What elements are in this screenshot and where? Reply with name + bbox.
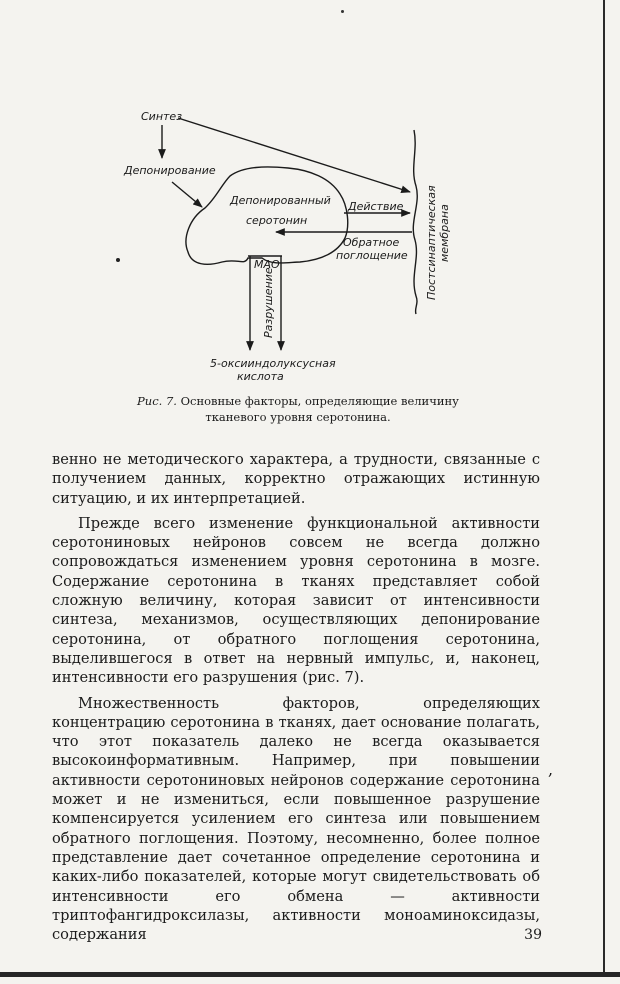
label-synthesis: Синтез: [141, 110, 183, 123]
page-edge: [0, 972, 620, 977]
label-reuptake-2: поглощение: [336, 249, 408, 262]
paragraph: Прежде всего изменение функциональной активности серотониновых нейронов совсем не всегда должно сопровождаться изменением уровня серотонина в мозге. Содержание серотонина в тканях представляет собой сложную величину, которая зависит от интенсивности синтеза, механизмов, осуществляющих депонирование серотонина, от обратного поглощения серотонина, выделившегося в ответ на нервный импульс, и, наконец, интенсивности его разрушения (рис. 7).: [52, 514, 540, 687]
figure-caption-text: Основные факторы, определяющие величину тканевого уровня серотонина.: [180, 394, 459, 424]
figure-number: Рис. 7.: [137, 394, 177, 408]
label-membrane-2: мембрана: [438, 204, 451, 262]
label-destruction: Разрушение: [262, 267, 275, 338]
page-number: 39: [524, 927, 542, 943]
paragraph: Множественность факторов, определяющих концентрацию серотонина в тканях, дает основание полагать, что этот показатель далеко не всегда оказывается высокоинформативным. Например, при повышении активности серотониновых нейронов содержание серотонина может и не измениться, если повышенное разрушение компенсируется усилением его синтеза или повышением обратного поглощения. Поэтому, несомненно, более полное представление дает сочетанное определение серотонина и каких-либо показателей, которые могут свидетельствовать об интенсивности его обмена — активности триптофангидроксилазы, активности моноаминоксидазы, содержания: [52, 694, 540, 944]
body-text: [52, 450, 540, 944]
postsynaptic-membrane-line: [413, 130, 417, 314]
label-product-1: 5-оксииндолуксусная: [210, 357, 336, 370]
page-edge: [603, 0, 605, 975]
label-membrane-1: Постсинаптическая: [425, 185, 438, 300]
print-speck: ,: [548, 760, 554, 779]
figure-caption: [128, 393, 468, 425]
label-reuptake-1: Обратное: [343, 236, 400, 249]
deposition-arrow: [172, 182, 202, 207]
label-mao: МАО: [254, 258, 280, 271]
label-action: Действие: [348, 200, 404, 213]
label-deposited-2: серотонин: [246, 214, 308, 227]
paragraph: венно не методического характера, а трудности, связанные с получением данных, корректно отражающих истинную ситуацию, и их интерпретацией.: [52, 451, 540, 507]
label-deposition: Депонирование: [124, 164, 216, 177]
label-deposited-1: Депонированный: [230, 194, 331, 207]
synthesis-to-membrane-arrow: [178, 118, 410, 192]
label-product-2: кислота: [237, 370, 284, 383]
serotonin-diagram: [0, 0, 620, 390]
